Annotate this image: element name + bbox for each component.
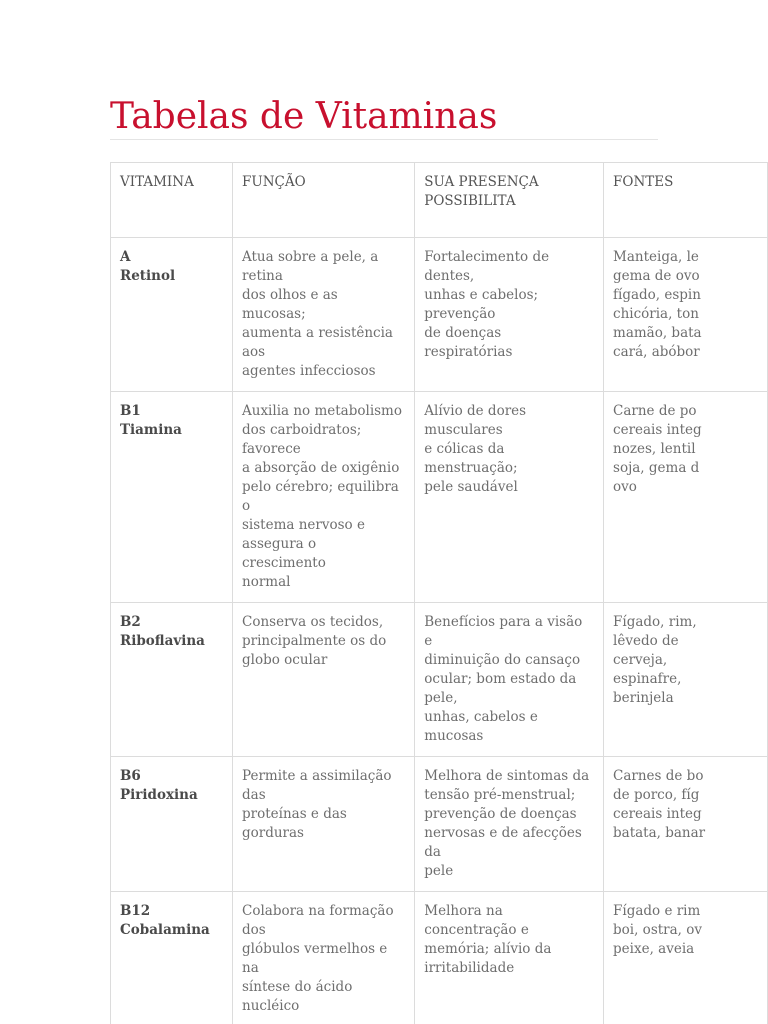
cell-funcao: Atua sobre a pele, a retina dos olhos e as mucosas; aumenta a resistência aos agentes infecciosos <box>233 238 415 392</box>
cell-fontes: Fígado, rim, lêvedo de cerveja, espinafre, berinjela <box>604 603 768 757</box>
vitamin-name: Piridoxina <box>120 787 198 803</box>
vitamin-code: A <box>120 249 131 265</box>
cell-presenca: Melhora de sintomas da tensão pré-menstrual; prevenção de doenças nervosas e de afecções da pele <box>415 757 604 892</box>
title-divider <box>110 139 658 140</box>
header-fontes: FONTES <box>604 163 768 238</box>
table-row <box>111 238 768 392</box>
header-vitamina: VITAMINA <box>111 163 233 238</box>
cell-presenca: Melhora na concentração e memória; alívio da irritabilidade <box>415 892 604 1024</box>
cell-vitamina <box>111 892 233 1024</box>
cell-funcao: Conserva os tecidos, principalmente os do globo ocular <box>233 603 415 757</box>
cell-funcao: Permite a assimilação das proteínas e das gorduras <box>233 757 415 892</box>
cell-vitamina <box>111 757 233 892</box>
cell-funcao: Colabora na formação dos glóbulos vermelhos e na síntese do ácido nucléico <box>233 892 415 1024</box>
vitamins-table <box>110 162 768 1024</box>
vitamin-code: B1 <box>120 403 141 419</box>
cell-fontes: Carnes de bo de porco, fíg cereais integ batata, banar <box>604 757 768 892</box>
vitamin-code: B2 <box>120 614 141 630</box>
cell-fontes: Fígado e rim boi, ostra, ov peixe, aveia <box>604 892 768 1024</box>
vitamin-code: B6 <box>120 768 141 784</box>
cell-fontes: Carne de po cereais integ nozes, lentil soja, gema d ovo <box>604 392 768 603</box>
cell-presenca: Fortalecimento de dentes, unhas e cabelos; prevenção de doenças respiratórias <box>415 238 604 392</box>
cell-vitamina <box>111 603 233 757</box>
cell-fontes: Manteiga, le gema de ovo fígado, espin chicória, ton mamão, bata cará, abóbor <box>604 238 768 392</box>
cell-vitamina <box>111 238 233 392</box>
header-presenca: SUA PRESENÇA POSSIBILITA <box>415 163 604 238</box>
vitamin-name: Cobalamina <box>120 922 210 938</box>
cell-presenca: Alívio de dores musculares e cólicas da menstruação; pele saudável <box>415 392 604 603</box>
cell-presenca: Benefícios para a visão e diminuição do cansaço ocular; bom estado da pele, unhas, cabelos e mucosas <box>415 603 604 757</box>
cell-vitamina <box>111 392 233 603</box>
vitamin-name: Tiamina <box>120 422 182 438</box>
header-funcao: FUNÇÃO <box>233 163 415 238</box>
page-title: Tabelas de Vitaminas <box>110 96 498 137</box>
table-row <box>111 392 768 603</box>
table-header-row <box>111 163 768 238</box>
vitamin-name: Riboflavina <box>120 633 205 649</box>
table-row <box>111 757 768 892</box>
vitamin-code: B12 <box>120 903 151 919</box>
table-row <box>111 603 768 757</box>
table-row <box>111 892 768 1024</box>
vitamin-name: Retinol <box>120 268 176 284</box>
cell-funcao: Auxilia no metabolismo dos carboidratos; favorece a absorção de oxigênio pelo cérebro; equilibra o sistema nervoso e assegura o crescimento normal <box>233 392 415 603</box>
